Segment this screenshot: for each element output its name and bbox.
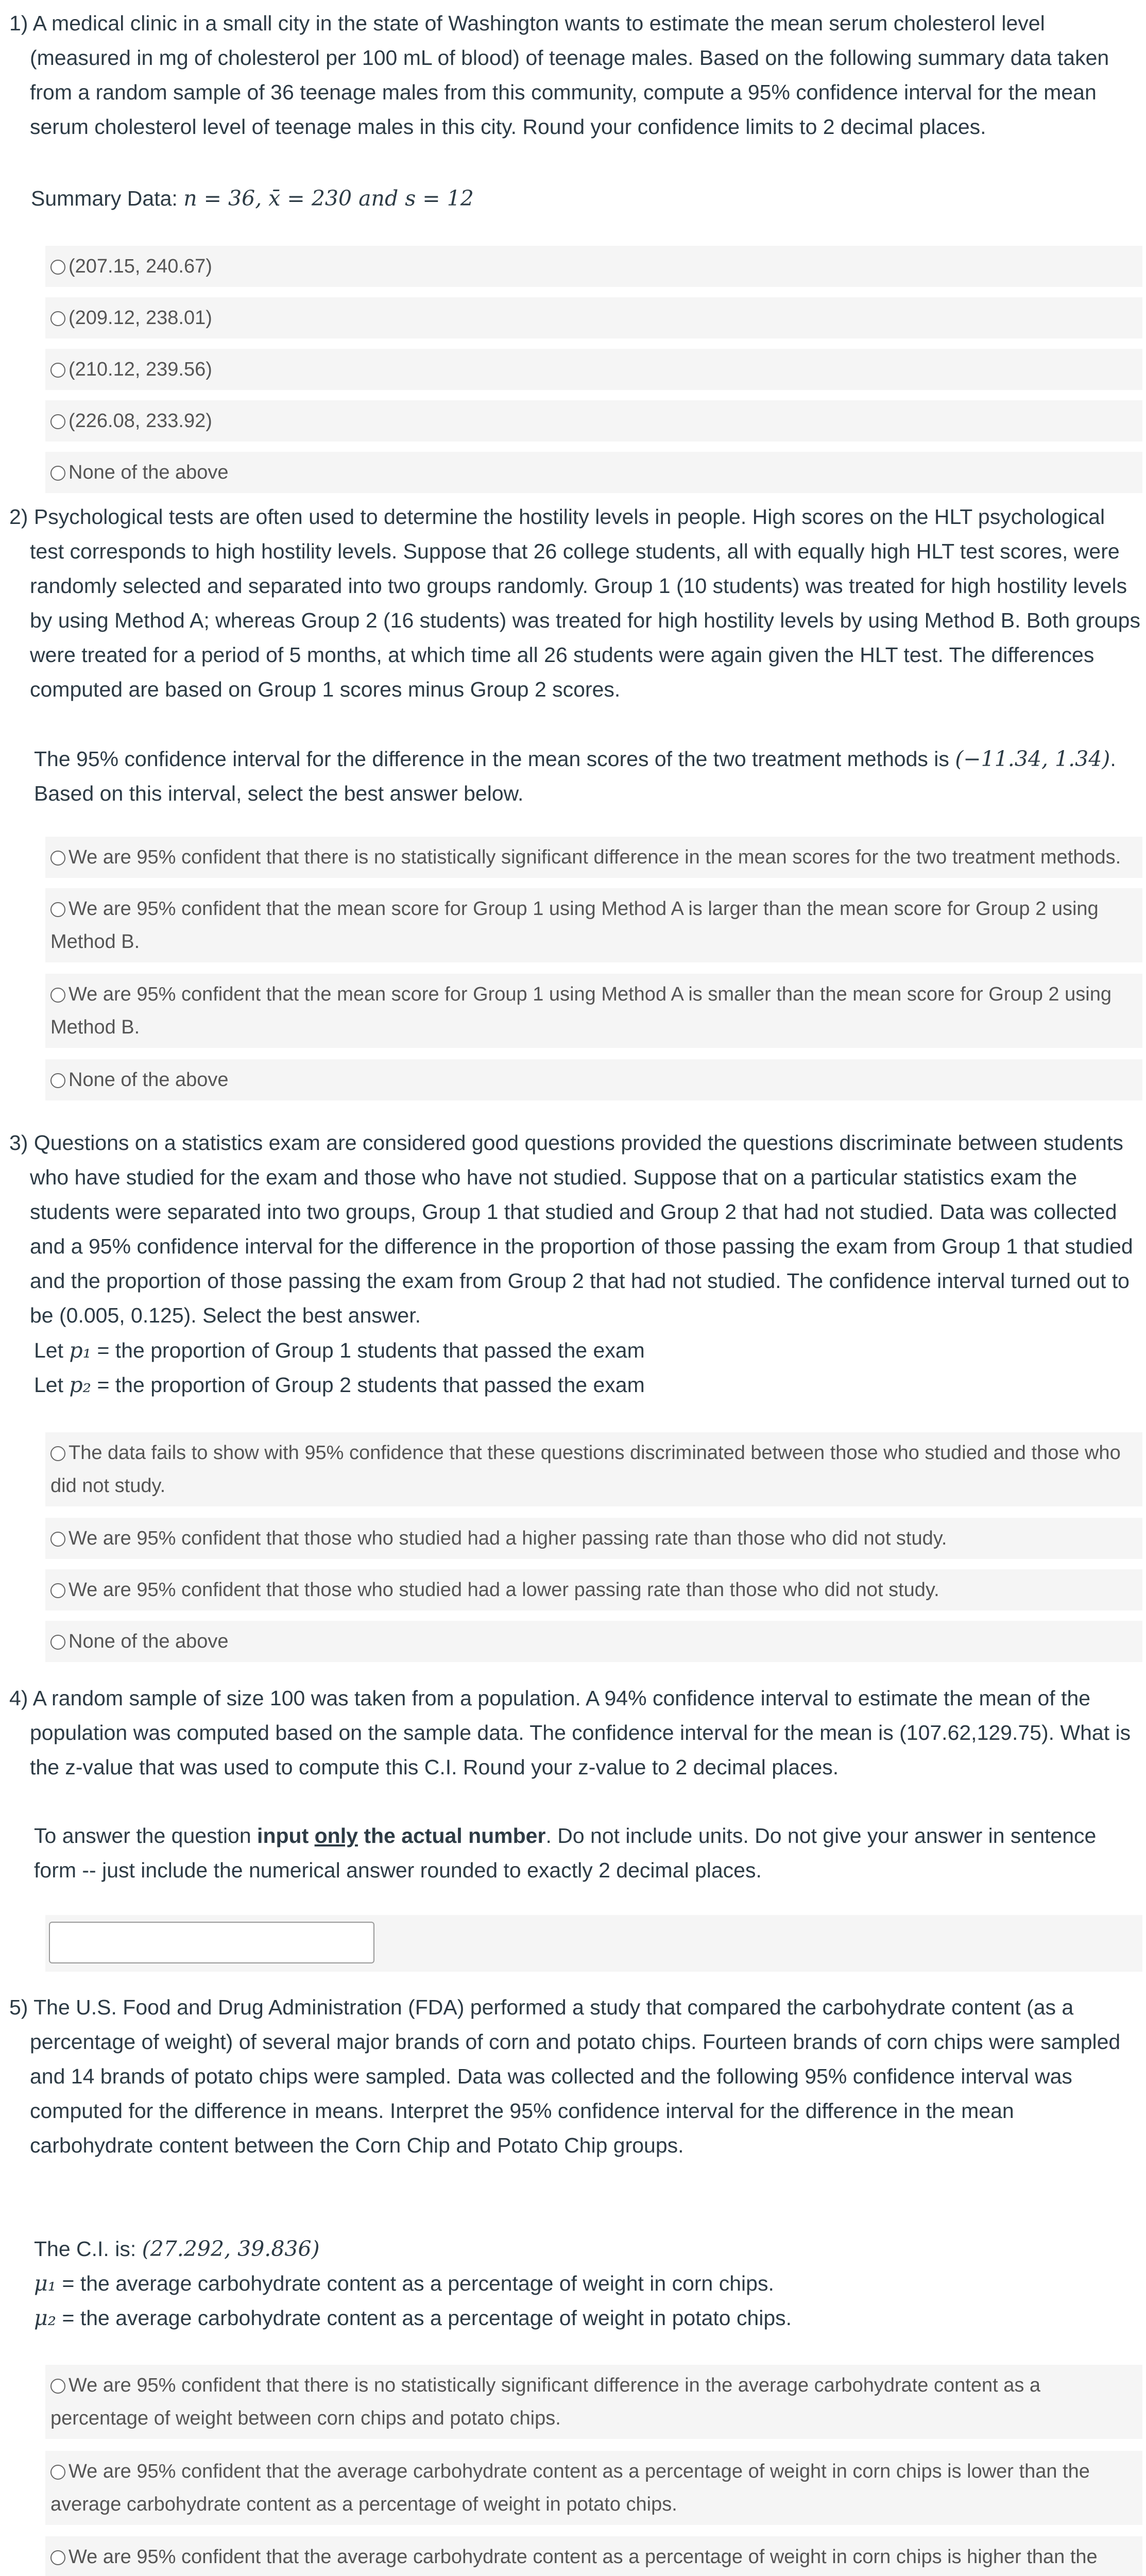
q3-let-p2: [34, 1368, 1141, 1402]
q3-let1-var: p₁: [69, 1338, 92, 1363]
q3-let-p1: [34, 1333, 1141, 1368]
radio-icon[interactable]: [50, 1583, 65, 1598]
q2-option-3[interactable]: [45, 974, 1142, 1048]
summary-math: n = 36, x̄ = 230 and s = 12: [183, 186, 474, 211]
radio-icon[interactable]: [50, 902, 65, 917]
q3-let2-text: = the proportion of Group 2 students that passed the exam: [91, 1373, 645, 1397]
radio-icon[interactable]: [50, 1635, 65, 1650]
q3-option-2[interactable]: [45, 1518, 1142, 1559]
q5-mu1-def: [34, 2266, 1141, 2301]
radio-icon[interactable]: [50, 466, 65, 481]
q3-option-1[interactable]: [45, 1432, 1142, 1506]
q5-option-2-label: We are 95% confident that the average carbohydrate content as a percentage of weight in corn chips is lower than the average carbohydrate content as a percentage of weight in potato chips.: [50, 2461, 1090, 2515]
q1-option-4-label: (226.08, 233.92): [69, 410, 212, 432]
radio-icon[interactable]: [50, 2379, 65, 2394]
q3-let2-prefix: Let: [34, 1373, 70, 1397]
q1-option-2[interactable]: [45, 297, 1142, 338]
q2-ci-before: The 95% confidence interval for the difference in the mean scores of the two treatment methods is: [34, 747, 955, 771]
q1-option-3[interactable]: [45, 349, 1142, 390]
q1-option-5[interactable]: [45, 452, 1142, 493]
question-3: [9, 1126, 1142, 1333]
q3-let1-prefix: Let: [34, 1338, 70, 1362]
radio-icon[interactable]: [50, 1073, 65, 1088]
q3-option-4-label: None of the above: [69, 1631, 229, 1652]
q5-ci-math: (27.292, 39.836): [142, 2236, 320, 2261]
radio-icon[interactable]: [50, 1446, 65, 1461]
radio-icon[interactable]: [50, 311, 65, 326]
q2-option-2-label: We are 95% confident that the mean score for Group 1 using Method A is larger than the mean score for Group 2 using Method B.: [50, 898, 1099, 953]
q5-ci-statement: [34, 2232, 1141, 2266]
radio-icon[interactable]: [50, 988, 65, 1003]
q1-option-5-label: None of the above: [69, 462, 229, 483]
q4-answer-input[interactable]: [49, 1922, 374, 1963]
q3-option-2-label: We are 95% confident that those who studied had a higher passing rate than those who did not study.: [69, 1528, 947, 1549]
q1-option-1-label: (207.15, 240.67): [69, 256, 212, 277]
q4-instr-d: the actual number: [357, 1824, 546, 1848]
radio-icon[interactable]: [50, 2550, 65, 2565]
question-4: [9, 1681, 1142, 1785]
summary-label: Summary Data:: [31, 187, 178, 210]
q5-mu1-text: = the average carbohydrate content as a percentage of weight in corn chips.: [56, 2272, 774, 2295]
q4-instr-b: input: [257, 1824, 315, 1848]
q3-option-1-label: The data fails to show with 95% confidence that these questions discriminated between those who studied and those who did not study.: [50, 1442, 1121, 1497]
radio-icon[interactable]: [50, 2465, 65, 2480]
q3-let2-var: p₂: [69, 1372, 92, 1397]
q5-mu2-text: = the average carbohydrate content as a percentage of weight in potato chips.: [56, 2306, 792, 2330]
q1-option-1[interactable]: [45, 246, 1142, 287]
question-2-text: 2) Psychological tests are often used to determine the hostility levels in people. High scores on the HLT psychological test corresponds to high hostility levels. Suppose that 26 college students, all with equally high HLT test scores, were randomly selected and separated into two groups randomly. Group 1 (10 students) was treated for high hostility levels by using Method A; whereas Group 2 (16 students) was treated for high hostility levels by using Method B. Both groups were treated for a period of 5 months, at which time all 26 students were again given the HLT test. The differences computed are based on Group 1 scores minus Group 2 scores.: [9, 505, 1140, 701]
q5-mu2-def: [34, 2301, 1141, 2335]
q2-option-4[interactable]: [45, 1059, 1142, 1100]
radio-icon[interactable]: [50, 1532, 65, 1547]
radio-icon[interactable]: [50, 414, 65, 429]
q1-option-2-label: (209.12, 238.01): [69, 307, 212, 329]
q3-option-3-label: We are 95% confident that those who studied had a lower passing rate than those who did not study.: [69, 1579, 939, 1601]
question-5: [9, 1990, 1142, 2163]
q2-ci-statement: [34, 742, 1141, 811]
radio-icon[interactable]: [50, 851, 65, 866]
q3-option-3[interactable]: [45, 1569, 1142, 1611]
q5-option-1[interactable]: [45, 2365, 1142, 2439]
q4-instructions: [34, 1819, 1141, 1888]
q4-instr-a: To answer the question: [34, 1824, 258, 1848]
q2-option-4-label: None of the above: [69, 1069, 229, 1091]
q5-mu1-var: μ₁: [34, 2271, 57, 2296]
question-1-text: 1) A medical clinic in a small city in the state of Washington wants to estimate the mean serum cholesterol level (measured in mg of cholesterol per 100 mL of blood) of teenage males. Based on the following summary data taken from a random sample of 36 teenage males from this community, compute a 95% confidence interval for the mean serum cholesterol level of teenage males in this city. Round your confidence limits to 2 decimal places.: [9, 11, 1109, 139]
question-1: [9, 6, 1142, 144]
question-5-text: 5) The U.S. Food and Drug Administration (FDA) performed a study that compared the carbohydrate content (as a percentage of weight) of several major brands of corn and potato chips. Fourteen brands of corn chips were sampled and 14 brands of potato chips were sampled. Data was collected and the following 95% confidence interval was computed for the difference in means. Interpret the 95% confidence interval for the difference in the mean carbohydrate content between the Corn Chip and Potato Chip groups.: [9, 1995, 1121, 2157]
q5-mu2-var: μ₂: [34, 2306, 57, 2330]
radio-icon[interactable]: [50, 260, 65, 275]
q2-option-3-label: We are 95% confident that the mean score for Group 1 using Method A is smaller than the mean score for Group 2 using Method B.: [50, 984, 1111, 1038]
question-3-text: 3) Questions on a statistics exam are considered good questions provided the questions discriminate between students who have studied for the exam and those who have not studied. Suppose that on a particular statistics exam the students were separated into two groups, Group 1 that studied and Group 2 that had not studied. Data was collected and a 95% confidence interval for the difference in the proportion of those passing the exam from Group 1 that studied and the proportion of those passing the exam from Group 2 that had not studied. The confidence interval turned out to be (0.005, 0.125). Select the best answer.: [9, 1131, 1133, 1327]
q2-option-1-label: We are 95% confident that there is no statistically significant difference in the mean scores for the two treatment methods.: [69, 846, 1121, 868]
q1-option-4[interactable]: [45, 400, 1142, 442]
q5-option-3[interactable]: [45, 2536, 1142, 2576]
q4-instr-e: . Do not include units. Do not give your answer in sentence form -- just include the numerical answer rounded to exactly 2 decimal places.: [34, 1824, 1097, 1882]
q5-option-2[interactable]: [45, 2451, 1142, 2525]
q2-option-2[interactable]: [45, 888, 1142, 962]
question-2: [9, 500, 1142, 707]
q2-ci-math: (−11.34, 1.34): [955, 747, 1110, 771]
q3-option-4[interactable]: [45, 1621, 1142, 1662]
question-4-text: 4) A random sample of size 100 was taken from a population. A 94% confidence interval to estimate the mean of the population was computed based on the sample data. The confidence interval for the mean is (107.62,129.75). What is the z-value that was used to compute this C.I. Round your z-value to 2 decimal places.: [9, 1686, 1131, 1779]
q5-ci-label: The C.I. is:: [34, 2237, 142, 2261]
q5-option-1-label: We are 95% confident that there is no statistically significant difference in the average carbohydrate content as a percentage of weight between corn chips and potato chips.: [50, 2375, 1041, 2429]
summary-data: [31, 181, 474, 216]
radio-icon[interactable]: [50, 363, 65, 378]
q1-option-3-label: (210.12, 239.56): [69, 359, 212, 380]
q5-option-3-label: We are 95% confident that the average carbohydrate content as a percentage of weight in corn chips is higher than the: [69, 2546, 1098, 2568]
q2-ci-after: . Based on this interval, select the best answer below.: [34, 747, 1116, 805]
q3-let1-text: = the proportion of Group 1 students that passed the exam: [91, 1338, 645, 1362]
q4-instr-only: only: [314, 1824, 358, 1848]
q2-option-1[interactable]: [45, 837, 1142, 878]
